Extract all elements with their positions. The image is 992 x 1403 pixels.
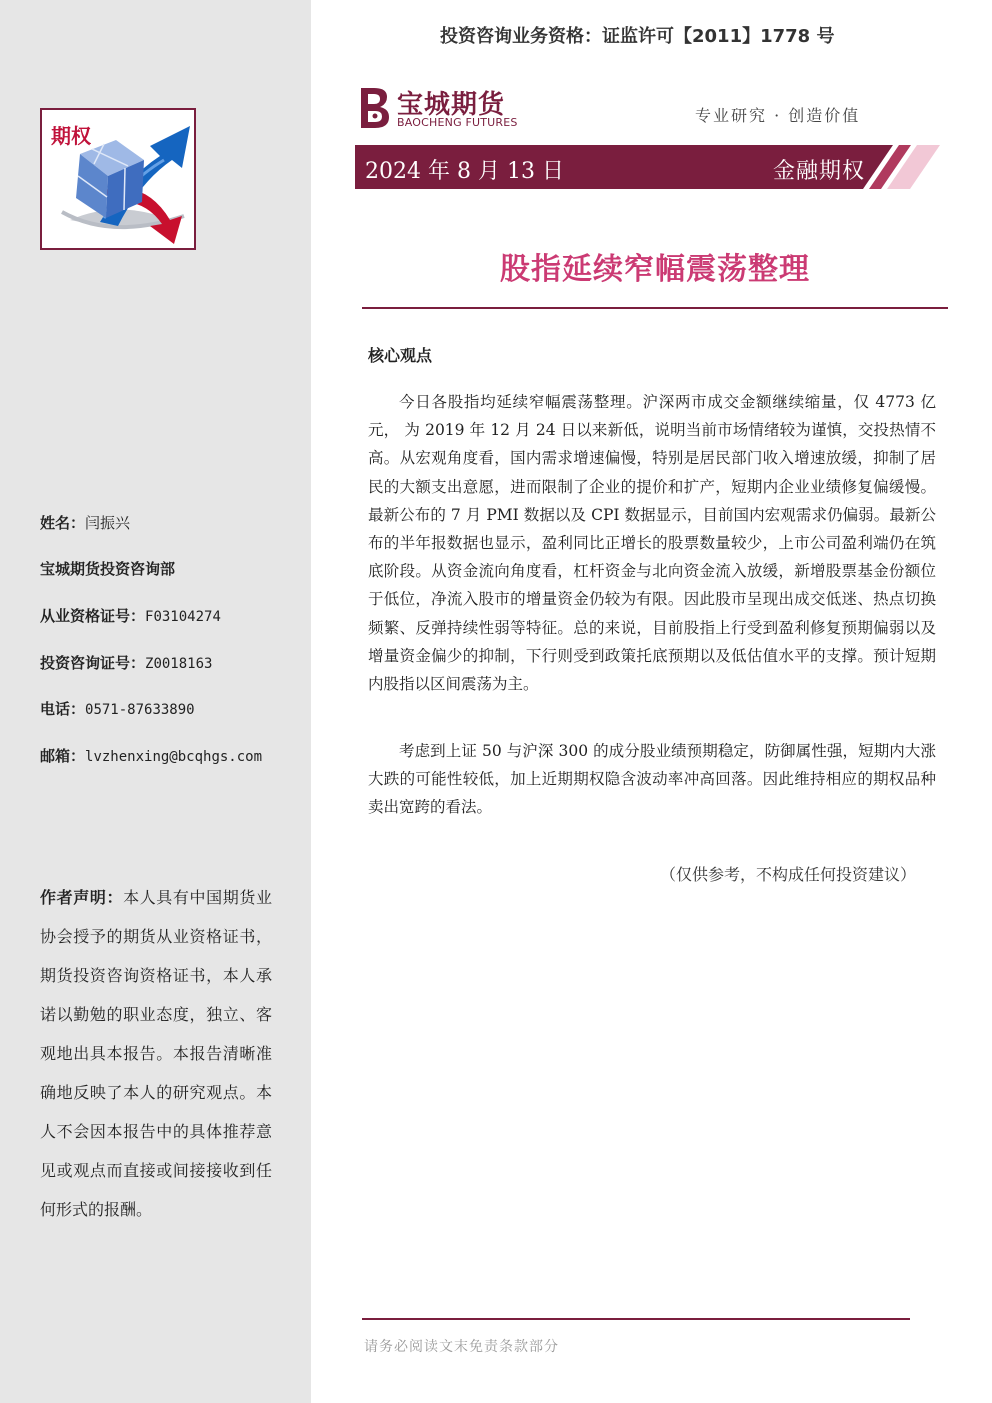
consult-label: 投资咨询证号：: [40, 654, 146, 672]
email: [40, 745, 262, 766]
name-value: 闫振兴: [85, 514, 131, 532]
paragraph-2-text: 考虑到上证 50 与沪深 300 的成分股业绩预期稳定，防御属性强，短期内大涨大跌的可能性较低，加上近期期权隐含波动率冲高回落。因此维持相应的期权品种卖出宽跨的看法。: [368, 742, 936, 817]
qualification-value: F03104274: [145, 609, 221, 625]
options-logo-image: [40, 108, 196, 250]
consult-value: Z0018163: [145, 656, 213, 672]
baocheng-b-logo-icon: [355, 84, 395, 132]
department-name: 宝城期货投资咨询部: [40, 560, 176, 578]
footer-text: 请务必阅读文末免责条款部分: [364, 1339, 559, 1355]
report-category: 金融期权: [773, 159, 866, 184]
logo-label: 期权: [51, 124, 91, 148]
department: [40, 558, 175, 579]
brand-name-cn: 宝城期货: [397, 90, 506, 120]
email-label: 邮箱：: [40, 747, 86, 765]
brand-logo: [355, 84, 525, 134]
author-name: [40, 512, 130, 533]
title-divider: [362, 307, 948, 309]
statement-text: 本人具有中国期货业协会授予的期货从业资格证书，期货投资咨询资格证书，本人承诺以勤勉的职业态度，独立、客观地出具本报告。本报告清晰准确地反映了本人的研究观点。本人不会因本报告中的具体推荐意见或观点而直接或间接接收到任何形式的报酬。: [40, 888, 272, 1219]
email-value[interactable]: lvzhenxing@bcqhgs.com: [85, 749, 263, 765]
paragraph-1-text: 今日各股指均延续窄幅震荡整理。沪深两市成交金额继续缩量，仅 4773 亿元， 为 2019 年 12 月 24 日以来新低，说明当前市场情绪较为谨慎，交投热情不高。从宏观角度看，国内需求增速偏慢，特别是居民部门收入增速放缓，抑制了居民的大额支出意愿，进而限制了企业的提价和扩产，短期内企业业绩修复偏缓慢。最新公布的 7 月 PMI 数据以及 CPI 数据显示，目前国内宏观需求仍偏弱。最新公布的半年报数据也显示，盈利同比正增长的股票数量较少，上市公司盈利端仍在筑底阶段。从资金流向角度看，杠杆资金与北向资金流入放缓，新增股票基金份额位于低位，净流入股市的增量资金仍较为有限。因此股市呈现出成交低迷、热点切换频繁、反弹持续性弱等特征。总的来说，目前股指上行受到盈利修复预期偏弱以及增量资金偏少的抑制，下行则受到政策托底预期以及低估值水平的支撑。预计短期内股指以区间震荡为主。: [368, 393, 936, 694]
author-statement: [40, 878, 272, 1229]
footer-divider: [362, 1318, 910, 1320]
body-paragraph-2: [368, 737, 936, 822]
name-label: 姓名：: [40, 514, 86, 532]
consult-number: [40, 652, 212, 673]
statement-label: 作者声明：: [40, 888, 124, 907]
report-title: 股指延续窄幅震荡整理: [500, 252, 810, 287]
qualification-number: [40, 605, 221, 626]
report-date: 2024 年 8 月 13 日: [365, 159, 564, 184]
brand-name-en: BAOCHENG FUTURES: [397, 116, 518, 129]
phone-label: 电话：: [40, 700, 86, 718]
section-heading: 核心观点: [368, 346, 433, 365]
slogan: 专业研究 · 创造价值: [695, 106, 861, 125]
body-paragraph-1: [368, 388, 936, 698]
license-line: 投资咨询业务资格：证监许可【2011】1778 号: [440, 26, 835, 47]
disclaimer-note: （仅供参考，不构成任何投资建议）: [660, 865, 917, 884]
phone: [40, 698, 195, 719]
qualification-label: 从业资格证号：: [40, 607, 146, 625]
left-sidebar: [0, 0, 311, 1403]
phone-value: 0571-87633890: [85, 702, 195, 718]
date-banner: [355, 145, 940, 189]
